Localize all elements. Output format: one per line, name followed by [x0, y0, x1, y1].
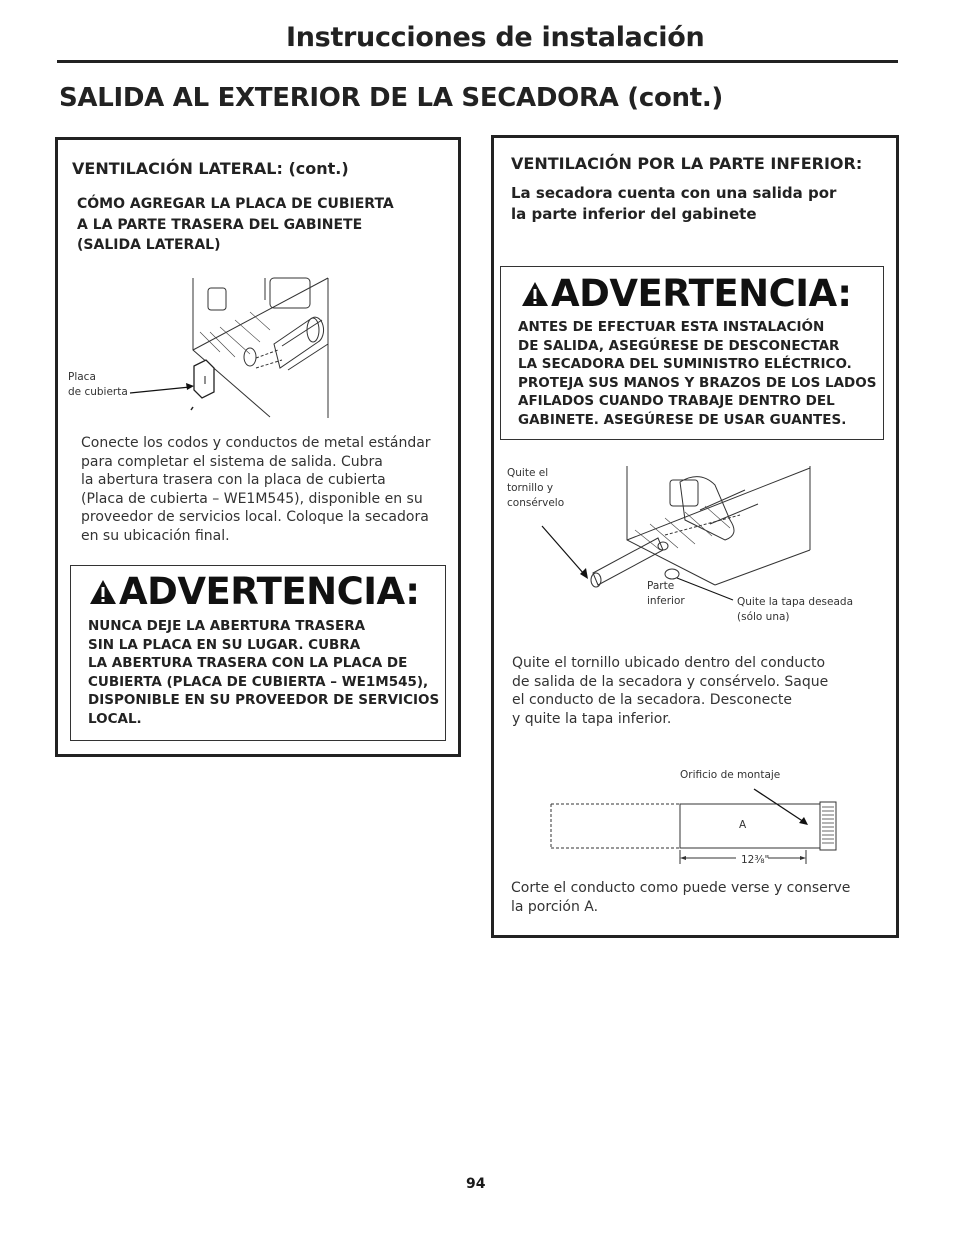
page-header-title: Instrucciones de instalación — [286, 22, 705, 53]
header-rule — [57, 60, 898, 63]
right-footer-text: Corte el conducto como puede verse y conserve la porción A. — [511, 880, 851, 915]
duct-cut-diagram — [540, 780, 850, 870]
left-subtitle: VENTILACIÓN LATERAL: (cont.) — [72, 159, 349, 178]
right-warning-text: ANTES DE EFECTUAR ESTA INSTALACIÓN DE SALIDA, ASEGÚRESE DE DESCONECTAR LA SECADORA DEL SUMINISTRO ELÉCTRICO. PROTEJA SUS MANOS Y BRAZOS DE LOS LADOS AFILADOS CUANDO TRABAJE DENTRO DEL GABINETE. ASEGÚRESE DE USAR GUANTES. — [518, 319, 877, 428]
cover-plate-label: Placa de cubierta — [68, 371, 128, 398]
portion-a-label: A — [739, 819, 747, 831]
page-number: 94 — [466, 1176, 486, 1192]
screw-label: Quite el tornillo y consérvelo — [507, 467, 565, 509]
left-warning-title: ADVERTENCIA: — [89, 570, 420, 613]
left-warning-text: NUNCA DEJE LA ABERTURA TRASERA SIN LA PLACA EN SU LUGAR. CUBRA LA ABERTURA TRASERA CON LA PLACA DE CUBIERTA (PLACA DE CUBIERTA – WE1M545), DISPONIBLE EN SU PROVEEDOR DE SERVICIOS LOCAL. — [88, 618, 440, 727]
warning-icon — [89, 579, 117, 605]
right-warning-title: ADVERTENCIA: — [521, 272, 852, 315]
left-heading: CÓMO AGREGAR LA PLACA DE CUBIERTA A LA PARTE TRASERA DEL GABINETE (SALIDA LATERAL) — [77, 196, 394, 253]
right-subtitle: VENTILACIÓN POR LA PARTE INFERIOR: — [511, 154, 863, 173]
bottom-label: Parte inferior — [647, 580, 685, 607]
section-title: SALIDA AL EXTERIOR DE LA SECADORA (cont.) — [59, 83, 724, 113]
warning-icon — [521, 281, 549, 307]
mounting-hole-label: Orificio de montaje — [680, 769, 781, 781]
cap-label: Quite la tapa deseada (sólo una) — [737, 596, 854, 623]
right-body-text: Quite el tornillo ubicado dentro del conducto de salida de la secadora y consérvelo. Saque el conducto de la secadora. Desconecte y quite la tapa inferior. — [512, 655, 829, 727]
right-intro: La secadora cuenta con una salida por la parte inferior del gabinete — [511, 184, 837, 223]
left-body-text: Conecte los codos y conductos de metal estándar para completar el sistema de salida. Cubra la abertura trasera con la placa de cubierta (Placa de cubierta – WE1M545), disponible en su proveedor de servicios local. Coloque la secadora en su ubicación final. — [81, 435, 431, 544]
dimension-label: 12⅜" — [741, 854, 770, 866]
